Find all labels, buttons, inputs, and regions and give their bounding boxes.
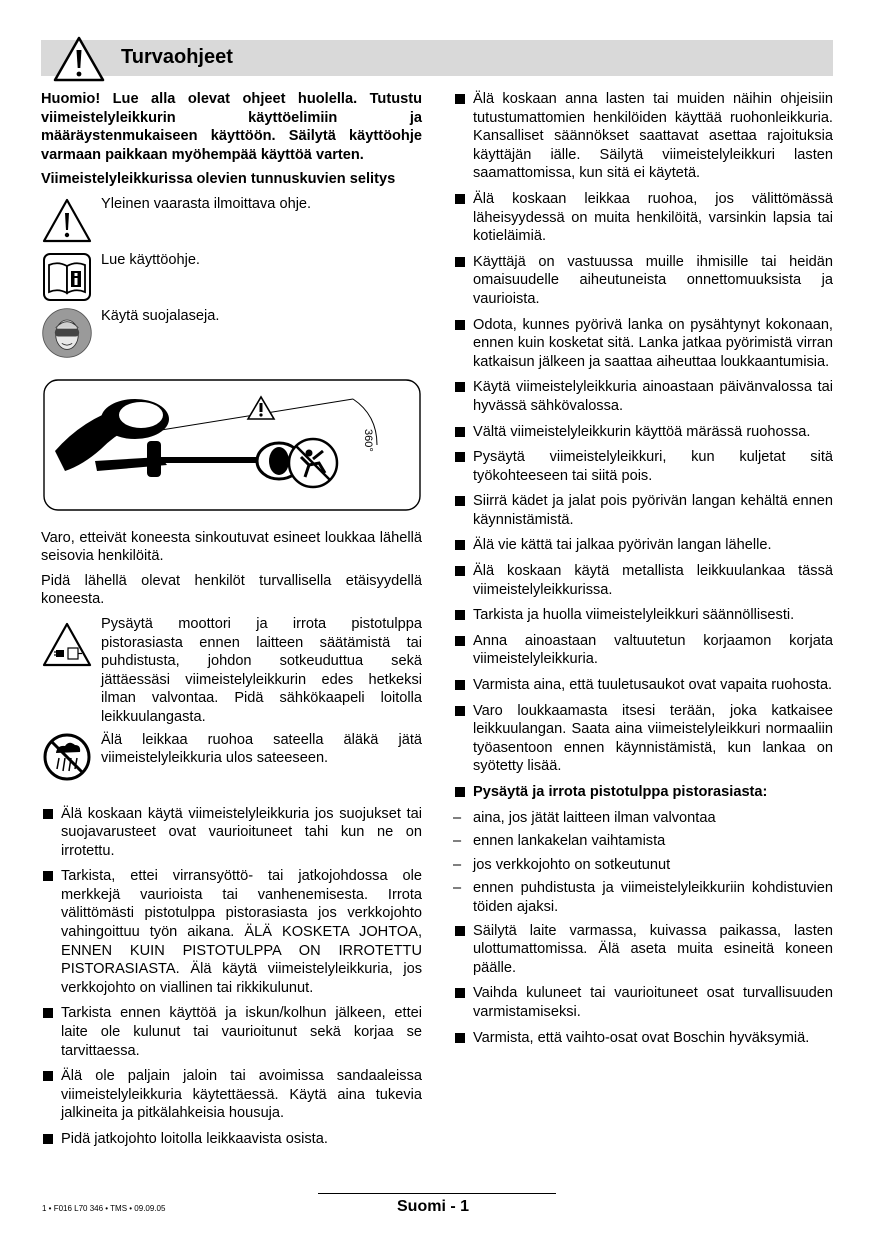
symbol-row	[41, 195, 422, 247]
paragraph: Pidä lähellä olevat henkilöt turvallisella etäisyydellä koneesta.	[41, 572, 422, 608]
intro-text: Huomio! Lue alla olevat ohjeet huolella. Tutustu viimeistelyleikkurin käyttöelimiin ja määräystenmukaiseen käyttöön. Säilytä käyttöohje varmaan paikkaan myöhempää käyttöä varten.	[41, 91, 422, 163]
bullet-item: Älä koskaan käytä metallista leikkuulankaa tässä viimeistelyleikkurissa.	[453, 562, 833, 599]
warning-triangle-icon	[53, 36, 105, 82]
bullet-item: Anna ainoastaan valtuutetun korjaamon korjata viimeistelyleikkuria.	[453, 632, 833, 669]
symbol-row	[41, 307, 422, 359]
symbol-text: Lue käyttöohje.	[101, 251, 200, 268]
bullet-item: Siirrä kädet ja jalat pois pyörivän langan kehältä ennen käynnistämistä.	[453, 492, 833, 529]
no-rain-icon	[41, 731, 93, 783]
warning-icon	[41, 195, 93, 247]
bullet-item: Älä koskaan anna lasten tai muiden näihin ohjeisiin tutustumattomien henkilöiden käyttää ruohonleikkuria. Kansalliset säännökset saattavat asettaa rajoituksia käyttäjän iälle. Säilytä viimeistelyleikkuri lasten saamattomissa, kun sitä ei käytetä.	[453, 90, 833, 183]
bullet-item: Käytä viimeistelyleikkuria ainoastaan päivänvalossa tai hyvässä sähkövalossa.	[453, 378, 833, 415]
footer-divider	[318, 1193, 556, 1194]
symbol-text: Yleinen vaarasta ilmoittava ohje.	[101, 195, 312, 212]
bullet-item: Vaihda kuluneet tai vaurioituneet osat turvallisuuden varmistamiseksi.	[453, 984, 833, 1021]
right-column	[453, 90, 833, 1054]
unplug-warning-icon	[41, 619, 93, 671]
bullet-item: Älä ole paljain jaloin tai avoimissa sandaaleissa viimeistelyleikkuria käytettäessä. Käytä aina tukevia jalkineita ja pitkälahkeisia housuja.	[41, 1067, 422, 1123]
bullet-item: Älä koskaan käytä viimeistelyleikkuria jos suojukset tai suojavarusteet ovat vaurioituneet tahi kun ne on irrotettu.	[41, 805, 422, 861]
safety-glasses-icon	[41, 307, 93, 359]
bullet-item: Odota, kunnes pyörivä lanka on pysähtynyt kokonaan, ennen kuin kosketat sitä. Lanka jatkaa pyörimistä virran katkaisun jälkeen ja saattaa aiheuttaa loukkaantumisia.	[453, 316, 833, 372]
bullet-item: Pidä jatkojohto loitolla leikkaavista osista.	[41, 1130, 422, 1149]
stop-heading: Pysäytä ja irrota pistotulppa pistorasiasta:	[453, 783, 833, 802]
dash-item: – ennen puhdistusta ja viimeistelyleikkuriin kohdistuvien töiden ajaksi.	[453, 879, 833, 916]
bullet-item: Älä koskaan leikkaa ruohoa, jos välittömässä läheisyydessä on muita henkilöitä, varsinkin lapsia tai kotieläimiä.	[453, 190, 833, 246]
symbol-row	[41, 731, 422, 783]
symbol-text: Käytä suojalaseja.	[101, 307, 220, 324]
bullet-item: Tarkista, ettei virransyöttö- tai jatkojohdossa ole merkkejä vaurioista tai vanhenemisesta. Irrota välittömästi pistotulppa pistorasiasta jos verkkojohto vahingoittuu työn aikana. ÄLÄ KOSKETA JOHTOA, ENNEN KUIN PISTOTULPPA ON IRROTETTU PISTORASIASTA. Älä käytä viimeistelyleikkuria, jos verkkojohto on viallinen tai rikkikulunut.	[41, 867, 422, 997]
thrown-objects-illustration	[43, 379, 421, 511]
bullet-item: Tarkista ja huolla viimeistelyleikkuri säännöllisesti.	[453, 606, 833, 625]
dash-item: – ennen lankakelan vaihtamista	[453, 832, 833, 851]
figure-angle-label: 360°	[362, 428, 374, 452]
dash-item: – jos verkkojohto on sotkeutunut	[453, 856, 833, 875]
bullet-item: Varmista aina, että tuuletusaukot ovat vapaita ruohosta.	[453, 676, 833, 695]
symbol-text: Älä leikkaa ruohoa sateella äläkä jätä viimeistelyleikkuria ulos sateeseen.	[101, 731, 422, 767]
document-code: 1 • F016 L70 346 • TMS • 09.09.05	[42, 1204, 166, 1213]
bullet-item: Älä vie kättä tai jalkaa pyörivän langan lähelle.	[453, 536, 833, 555]
bullet-item: Säilytä laite varmassa, kuivassa paikassa, lasten ulottumattomissa. Älä aseta muita esineitä koneen päälle.	[453, 922, 833, 978]
symbol-text: Pysäytä moottori ja irrota pistotulppa pistorasiasta ennen laitteen säätämistä tai puhdistusta, johdon sotkeuduttua sekä jättäessäsi viimeistelyleikkurin edes hetkeksi ilman valvontaa. Pidä sähkökaapeli loitolla leikkuulangasta.	[101, 615, 422, 725]
symbols-heading: Viimeistelyleikkurissa olevien tunnuskuvien selitys	[41, 171, 396, 188]
page-number: Suomi - 1	[397, 1198, 470, 1215]
symbol-row	[41, 615, 422, 727]
dash-item: – aina, jos jätät laitteen ilman valvontaa	[453, 809, 833, 828]
left-column	[41, 90, 422, 1156]
symbol-row	[41, 251, 422, 303]
bullet-item: Käyttäjä on vastuussa muille ihmisille tai heidän omaisuudelle aiheutuneista onnettomuuksista ja vaurioista.	[453, 253, 833, 309]
read-manual-icon	[41, 251, 93, 303]
section-header	[41, 40, 833, 76]
bullet-item: Tarkista ennen käyttöä ja iskun/kolhun jälkeen, ettei laite ole kulunut tai vaurioitunut sekä korjaa se tarvittaessa.	[41, 1004, 422, 1060]
bullet-item: Vältä viimeistelyleikkurin käyttöä märässä ruohossa.	[453, 423, 833, 442]
page-title: Turvaohjeet	[121, 46, 233, 68]
bullet-item: Varo loukkaamasta itsesi terään, joka katkaisee leikkuulangan. Saata aina viimeistelyleikkuri normaaliin työasentoon ennen käynnistämistä, kun lankaa on syötetty lisää.	[453, 702, 833, 776]
paragraph: Varo, etteivät koneesta sinkoutuvat esineet loukkaa lähellä seisovia henkilöitä.	[41, 529, 422, 565]
bullet-item: Varmista, että vaihto-osat ovat Boschin hyväksymiä.	[453, 1029, 833, 1048]
bullet-item: Pysäytä viimeistelyleikkuri, kun kuljetat sitä työkohteeseen tai siitä pois.	[453, 448, 833, 485]
